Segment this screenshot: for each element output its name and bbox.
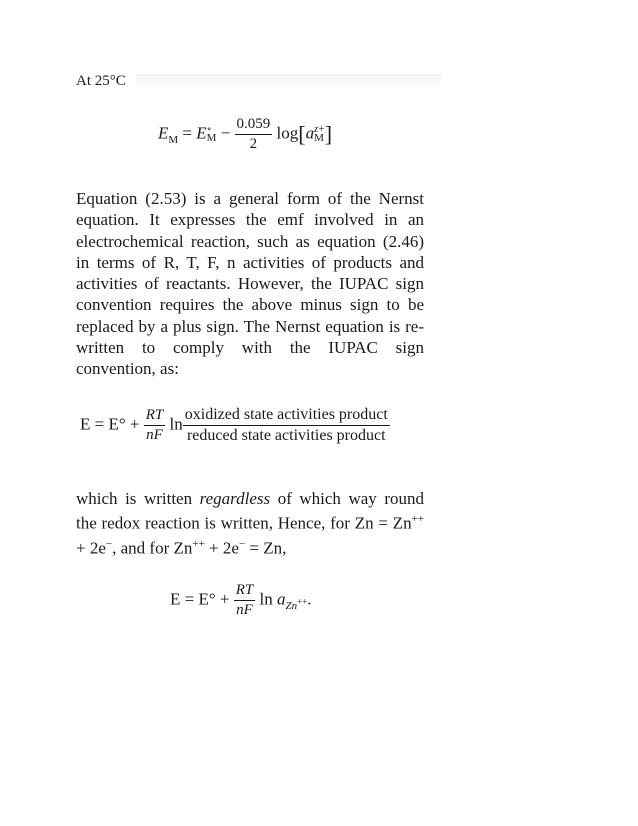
eq1-activity: a bbox=[305, 123, 315, 143]
eq3-activity-sub bbox=[285, 596, 308, 612]
eq1-log: log bbox=[272, 123, 299, 143]
p2-italic: regardless bbox=[199, 489, 271, 508]
nernst-equation-zinc bbox=[170, 583, 312, 618]
paragraph-2-text bbox=[76, 488, 424, 559]
eq3-frac-den: nF bbox=[236, 602, 253, 618]
eq3-period: . bbox=[307, 589, 312, 609]
p2-sup3: ++ bbox=[192, 538, 205, 551]
eq3-activity-sub-sup: ++ bbox=[297, 596, 308, 607]
p2-part1: which is written bbox=[76, 489, 200, 508]
eq2-fraction-rt-nf bbox=[144, 408, 166, 443]
p2-sup4: − bbox=[238, 538, 246, 551]
body-paragraph-1 bbox=[76, 188, 424, 380]
eq1-fraction bbox=[235, 117, 273, 152]
eq1-activity-sub: M bbox=[314, 132, 324, 145]
p2-sup1: ++ bbox=[411, 513, 424, 526]
eq1-minus: − bbox=[216, 123, 235, 143]
eq1-e0-sub: M bbox=[206, 132, 217, 145]
section-heading: At 25°C bbox=[76, 73, 126, 89]
header-shade-band bbox=[136, 74, 441, 86]
eq1-e0: E bbox=[196, 123, 207, 143]
eq1-lhs-sub: M bbox=[168, 133, 179, 146]
body-paragraph-2 bbox=[76, 488, 424, 559]
eq1-lhs: E bbox=[158, 123, 169, 143]
eq1-e0-sup: ∘ bbox=[206, 124, 212, 136]
eq2-frac1-den: nF bbox=[146, 427, 163, 443]
eq2-frac2-num: oxidized state activities product bbox=[183, 407, 390, 426]
eq3-activity-sub-text: Zn bbox=[285, 599, 298, 612]
eq1-frac-den: 2 bbox=[249, 136, 258, 152]
p2-part4: , and for Zn bbox=[112, 538, 193, 558]
eq1-frac-num: 0.059 bbox=[235, 117, 273, 135]
p2-part6: = Zn, bbox=[245, 538, 287, 558]
p2-part2: of which way round the redox reaction is written, Hence, for Zn = Zn bbox=[76, 489, 424, 533]
eq3-activity: a bbox=[277, 589, 286, 609]
eq2-frac1-num: RT bbox=[144, 408, 166, 426]
eq3-ln: ln bbox=[255, 589, 277, 609]
eq3-frac-num: RT bbox=[234, 583, 256, 601]
p2-sup2: − bbox=[105, 538, 113, 551]
nernst-equation-general: $E_M = E$ ∘ M − $\frac{0.059}{2}$ log[a z+ M ] bbox=[158, 116, 333, 152]
paragraph-1-text: Equation (2.53) is a general form of the Nernst equation. It expresses the emf involved in an electrochemical reaction, such as equation (2.46) in terms of R, T, F, n activities of products and activities of reactants. However, the IUPAC sign convention requires the above minus sign to be replaced by a plus sign. The Nernst equation is re-written to comply with the IUPAC sign convention, as: bbox=[76, 189, 424, 379]
eq2-ln: ln bbox=[165, 414, 183, 434]
nernst-equation-iupac bbox=[80, 407, 390, 444]
eq1-activity-sup: z+ bbox=[314, 124, 325, 136]
eq3-lhs: E = E° + bbox=[170, 589, 234, 609]
eq1-equals: = bbox=[178, 123, 197, 143]
eq3-fraction bbox=[234, 583, 256, 618]
p2-part5: + 2e bbox=[204, 538, 239, 558]
eq2-lhs: E = E° + bbox=[80, 414, 144, 434]
p2-part3: + 2e bbox=[76, 538, 106, 558]
eq2-frac2-den: reduced state activities product bbox=[186, 427, 386, 444]
eq2-fraction-activities bbox=[183, 407, 390, 444]
